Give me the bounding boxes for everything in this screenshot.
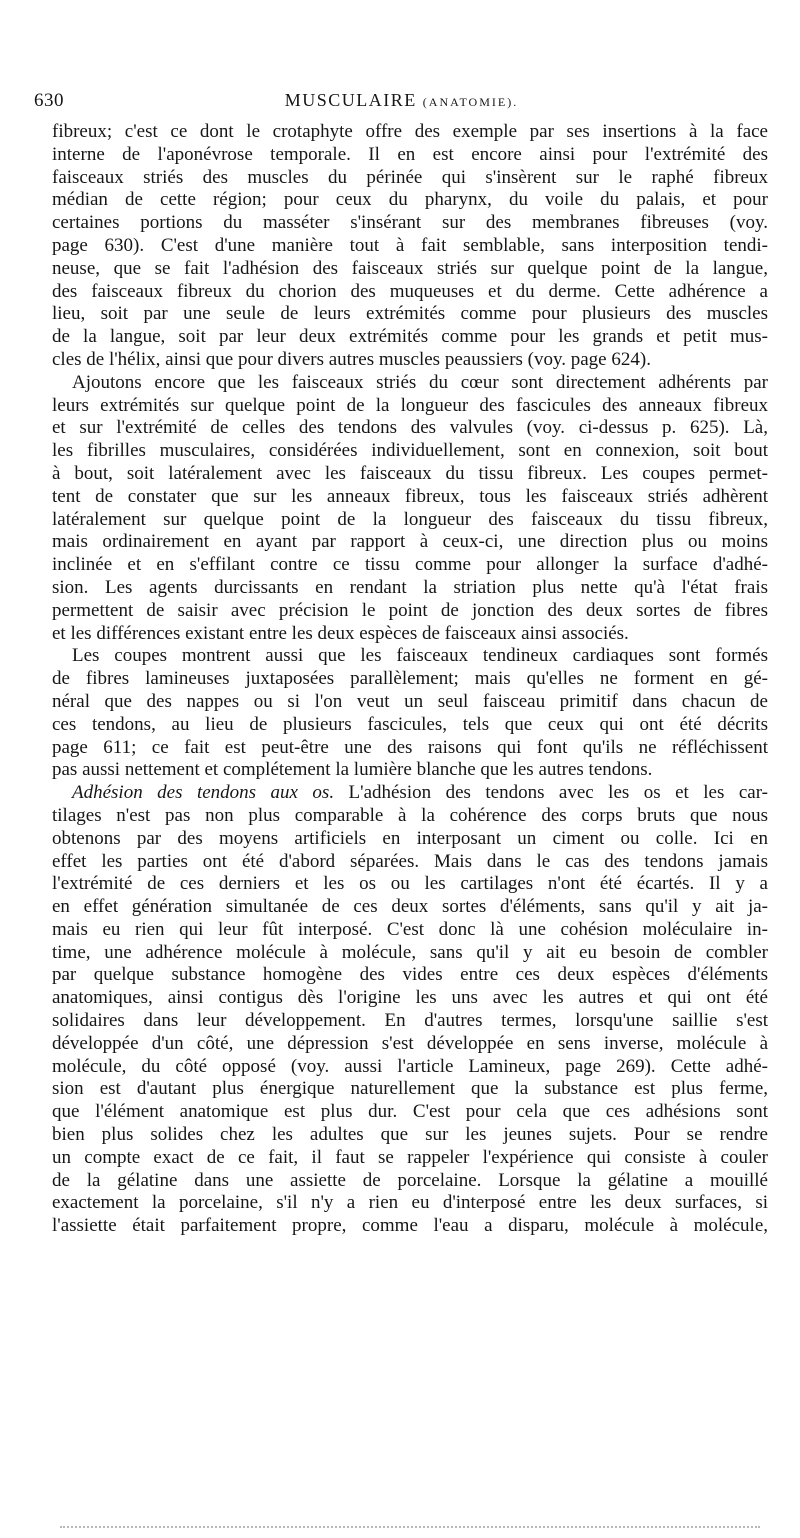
text-line: neuse, que se fait l'adhésion des faisceaux striés sur quelque point de la langue, xyxy=(52,257,768,279)
body-text xyxy=(52,121,768,1238)
text-line: sion. Les agents durcissants en rendant la striation plus nette qu'à l'état frais xyxy=(52,576,768,598)
text-line: tent de constater que sur les anneaux fibreux, tous les faisceaux striés adhèrent xyxy=(52,485,768,507)
text-line: de fibres lamineuses juxtaposées parallèlement; mais qu'elles ne forment en gé- xyxy=(52,668,768,690)
text-line: pas aussi nettement et complétement la lumière blanche que les autres tendons. xyxy=(52,759,653,781)
page-number: 630 xyxy=(34,90,64,111)
text-line: par quelque substance homogène des vides entre ces deux espèces d'éléments xyxy=(52,964,768,986)
text-line: bien plus solides chez les adultes que sur les jeunes sujets. Pour se rendre xyxy=(52,1124,768,1146)
text-line: effet les parties ont été d'abord séparées. Mais dans le cas des tendons jamais xyxy=(52,850,768,872)
text-line: tilages n'est pas non plus comparable à la cohérence des corps bruts que nous xyxy=(52,804,768,826)
text-line: que l'élément anatomique est plus dur. C'est pour cela que ces adhésions sont xyxy=(52,1101,768,1123)
text-line: Adhésion des tendons aux os. L'adhésion des tendons avec les os et les car- xyxy=(72,782,768,804)
running-head xyxy=(34,90,769,111)
text-line: mais ordinairement en ayant par rapport à ceux-ci, une direction plus ou moins xyxy=(52,531,768,553)
text-line: faisceaux striés des muscles du périnée qui s'insèrent sur le raphé fibreux xyxy=(52,166,768,188)
text-line: les fibrilles musculaires, considérées individuellement, sont en connexion, soit bout xyxy=(52,440,768,462)
text-line: molécule, du côté opposé (voy. aussi l'article Lamineux, page 269). Cette adhé- xyxy=(52,1055,768,1077)
text-line: l'assiette était parfaitement propre, comme l'eau a disparu, molécule à molécule, xyxy=(52,1215,768,1237)
running-head-sub: (ANATOMIE). xyxy=(422,95,519,109)
text-line: fibreux; c'est ce dont le crotaphyte offre des exemple par ses insertions à la face xyxy=(52,121,768,142)
text-line: permettent de saisir avec précision le point de jonction des deux sortes de fibres xyxy=(52,599,768,621)
text-line: latéralement sur quelque point de la longueur des faisceaux du tissu fibreux, xyxy=(52,508,768,530)
text-line: page 630). C'est d'une manière tout à fait semblable, sans interposition tendi- xyxy=(52,234,768,256)
text-line: l'extrémité de ces derniers et les os ou les cartilages n'ont été écartés. Il y a xyxy=(52,873,768,895)
text-line: lieu, soit par une seule de leurs extrémités comme pour plusieurs des muscles xyxy=(52,303,768,325)
running-head-main: MUSCULAIRE xyxy=(284,90,417,110)
text-line: Ajoutons encore que les faisceaux striés du cœur sont directement adhérents par xyxy=(72,371,768,393)
text-line: time, une adhérence molécule à molécule, sans qu'il y ait eu besoin de combler xyxy=(52,941,768,963)
text-line: obtenons par des moyens artificiels en interposant un ciment ou colle. Ici en xyxy=(52,827,768,849)
text-line: page 611; ce fait est peut-être une des raisons qui font qu'ils ne réfléchissent xyxy=(52,736,768,758)
text-line: et sur l'extrémité de celles des tendons des valvules (voy. ci-dessus p. 625). Là, xyxy=(52,417,768,439)
text-line: cles de l'hélix, ainsi que pour divers autres muscles peaussiers (voy. page 624). xyxy=(52,348,651,370)
scan-bottom-rule xyxy=(60,1526,760,1528)
text-line: en effet génération simultanée de ces deux sortes d'éléments, sans qu'il y ait ja- xyxy=(52,896,768,918)
text-line: certaines portions du masséter s'insérant sur des membranes fibreuses (voy. xyxy=(52,212,768,234)
text-line: et les différences existant entre les deux espèces de faisceaux ainsi associés. xyxy=(52,622,629,644)
text-line: leurs extrémités sur quelque point de la longueur des fascicules des anneaux fibreux xyxy=(52,394,768,416)
text-line: ces tendons, au lieu de plusieurs fascicules, tels que ceux qui ont été décrits xyxy=(52,713,768,735)
text-line: néral que des nappes ou si l'on veut un seul faisceau primitif dans chacun de xyxy=(52,690,768,712)
text-line: des faisceaux fibreux du chorion des muqueuses et du derme. Cette adhérence a xyxy=(52,280,768,302)
text-line: à bout, soit latéralement avec les faisceaux du tissu fibreux. Les coupes permet- xyxy=(52,462,768,484)
text-line: interne de l'aponévrose temporale. Il en est encore ainsi pour l'extrémité des xyxy=(52,143,768,165)
text-line: médian de cette région; pour ceux du pharynx, du voile du palais, et pour xyxy=(52,189,768,211)
text-line: sion est d'autant plus énergique naturellement que la substance est plus ferme, xyxy=(52,1078,768,1100)
text-line: de la langue, soit par leur deux extrémités comme pour les grands et petit mus- xyxy=(52,326,768,348)
text-line: inclinée et en s'effilant contre ce tissu comme pour allonger la surface d'adhé- xyxy=(52,554,768,576)
text-line: Les coupes montrent aussi que les faisceaux tendineux cardiaques sont formés xyxy=(72,645,768,667)
text-line: de la gélatine dans une assiette de porcelaine. Lorsque la gélatine a mouillé xyxy=(52,1169,768,1191)
text-line: exactement la porcelaine, s'il n'y a rien eu d'interposé entre les deux surfaces, si xyxy=(52,1192,768,1214)
text-line: solidaires dans leur développement. En d'autres termes, lorsqu'une saillie s'est xyxy=(52,1010,768,1032)
text-line: développée d'un côté, une dépression s'est développée en sens inverse, molécule à xyxy=(52,1032,768,1054)
text-line: anatomiques, ainsi contigus dès l'origine les uns avec les autres et qui ont été xyxy=(52,987,768,1009)
text-line: mais eu rien qui leur fût interposé. C'est donc là une cohésion moléculaire in- xyxy=(52,918,768,940)
page-header xyxy=(34,90,769,116)
text-line: un compte exact de ce fait, il faut se rappeler l'expérience qui consiste à couler xyxy=(52,1146,768,1168)
